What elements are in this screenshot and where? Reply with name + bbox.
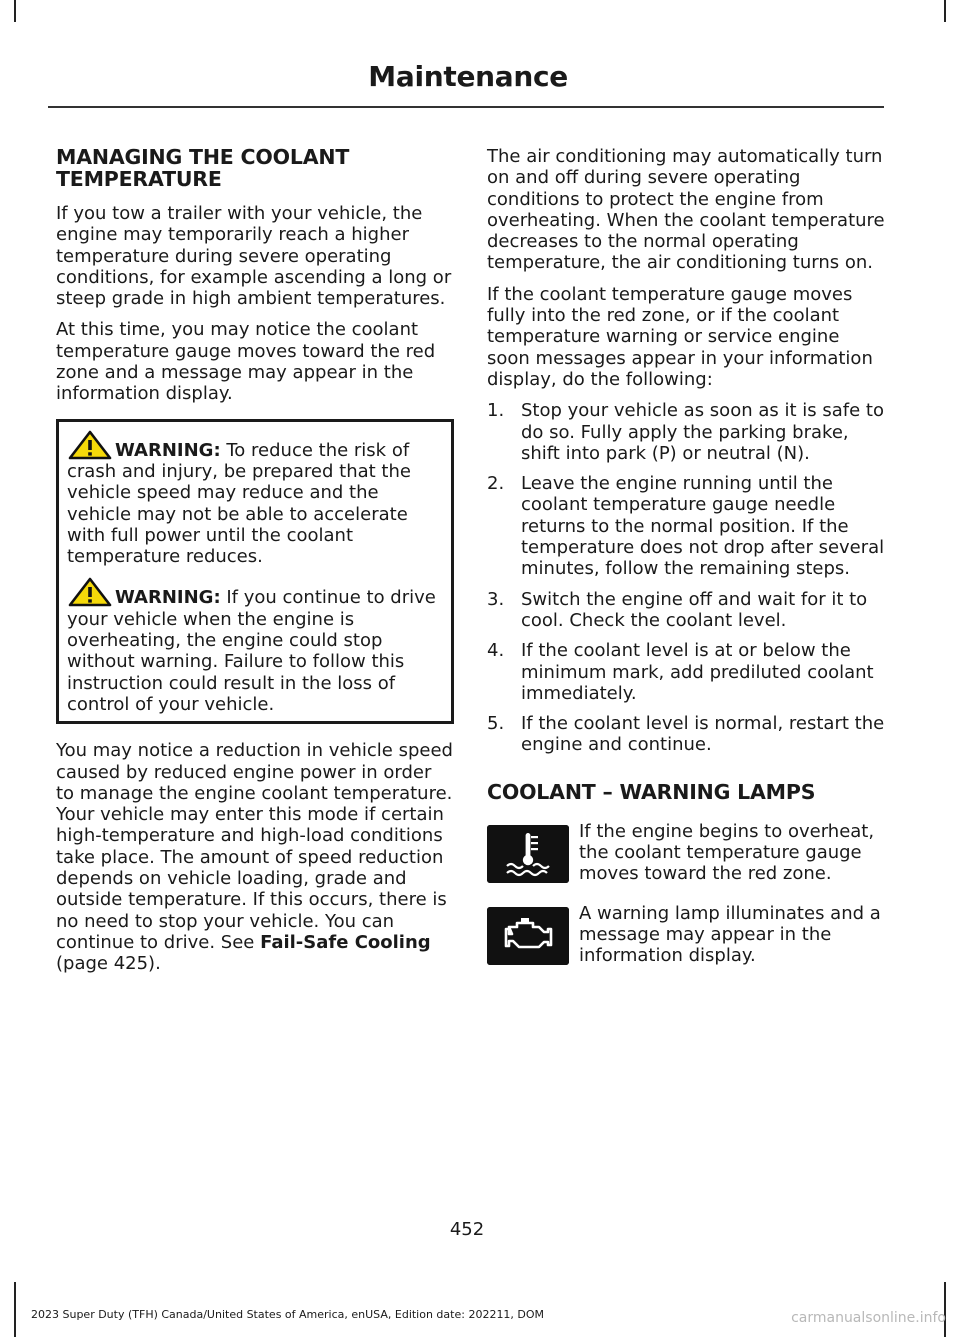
step-number: 1. xyxy=(487,400,505,422)
warning-triangle-icon xyxy=(67,577,113,607)
step-number: 3. xyxy=(487,588,505,610)
warning-item xyxy=(67,430,443,568)
document-info: 2023 Super Duty (TFH) Canada/United States of America, enUSA, Edition date: 202211, DOM xyxy=(31,1308,545,1321)
procedure-steps xyxy=(487,400,885,755)
step-text: If the coolant level is at or below the minimum mark, add prediluted coolant immediately. xyxy=(521,640,874,704)
list-item xyxy=(487,473,885,579)
watermark: carmanualsonline.info xyxy=(791,1310,946,1326)
warning-label: WARNING: xyxy=(115,587,221,609)
step-number: 2. xyxy=(487,473,505,495)
list-item xyxy=(487,589,885,632)
section-heading-managing-coolant: MANAGING THE COOLANT TEMPERATURE xyxy=(56,145,350,191)
step-text: Leave the engine running until the coolant temperature gauge needle returns to the normal position. If the temperature does not drop after several minutes, follow the remaining steps. xyxy=(521,473,885,580)
warning-label: WARNING: xyxy=(115,439,221,461)
lamp-description: A warning lamp illuminates and a message may appear in the information display. xyxy=(579,902,881,967)
right-column xyxy=(487,146,885,985)
list-item xyxy=(487,713,885,756)
step-number: 5. xyxy=(487,713,505,735)
warning-text: If you continue to drive your vehicle when the engine is overheating, the engine could stop without warning. Failure to follow this instruction could result in the loss of control of your vehicle. xyxy=(67,587,436,715)
paragraph: If the coolant temperature gauge moves fully into the red zone, or if the coolant temperature warning or service engine soon messages appear in your information display, do the following: xyxy=(487,283,873,390)
crop-mark xyxy=(14,1282,16,1337)
step-text: Switch the engine off and wait for it to cool. Check the coolant level. xyxy=(521,588,868,631)
step-text: Stop your vehicle as soon as it is safe to do so. Fully apply the parking brake, shift into park (P) or neutral (N). xyxy=(521,400,884,464)
warning-text: To reduce the risk of crash and injury, be prepared that the vehicle speed may reduce and the vehicle may not be able to accelerate with full power until the coolant temperature reduces. xyxy=(67,439,411,568)
list-item xyxy=(487,400,885,464)
crop-mark xyxy=(944,0,946,22)
step-number: 4. xyxy=(487,640,505,662)
paragraph-text: (page 425). xyxy=(56,953,161,975)
lamp-description: If the engine begins to overheat, the coolant temperature gauge moves toward the red zone. xyxy=(579,820,875,885)
cross-reference-link[interactable]: Fail-Safe Cooling xyxy=(260,931,431,953)
warning-triangle-icon xyxy=(67,430,113,460)
section-heading-warning-lamps: COOLANT – WARNING LAMPS xyxy=(487,779,816,804)
paragraph: If you tow a trailer with your vehicle, the engine may temporarily reach a higher temperature during severe operating conditions, for example ascending a long or steep grade in high ambient temperatures. xyxy=(56,203,452,310)
check-engine-icon xyxy=(487,907,569,965)
header-rule xyxy=(48,106,884,108)
crop-mark xyxy=(14,0,16,22)
page-number: 452 xyxy=(449,1219,485,1240)
paragraph xyxy=(56,740,454,974)
lamp-row xyxy=(487,821,885,887)
step-text: If the coolant level is normal, restart the engine and continue. xyxy=(521,713,885,756)
paragraph: At this time, you may notice the coolant temperature gauge moves toward the red zone and a message may appear in the information display. xyxy=(56,319,436,405)
coolant-temperature-icon xyxy=(487,825,569,883)
page-header-title: Maintenance xyxy=(368,60,568,93)
paragraph-text: You may notice a reduction in vehicle speed caused by reduced engine power in order to manage the engine coolant temperature. Your vehicle may enter this mode if certain high-temperature and high-load conditions take place. The amount of speed reduction depends on vehicle loading, grade and outside temperature. If this occurs, there is no need to stop your vehicle. You can continue to drive. See xyxy=(56,740,453,953)
paragraph: The air conditioning may automatically turn on and off during severe operating conditions to protect the engine from overheating. When the coolant temperature decreases to the normal operating temperature, the air conditioning turns on. xyxy=(487,146,885,274)
list-item xyxy=(487,640,885,704)
warning-item xyxy=(67,577,443,715)
warning-box xyxy=(56,419,454,725)
left-column xyxy=(56,146,454,985)
lamp-row xyxy=(487,903,885,969)
